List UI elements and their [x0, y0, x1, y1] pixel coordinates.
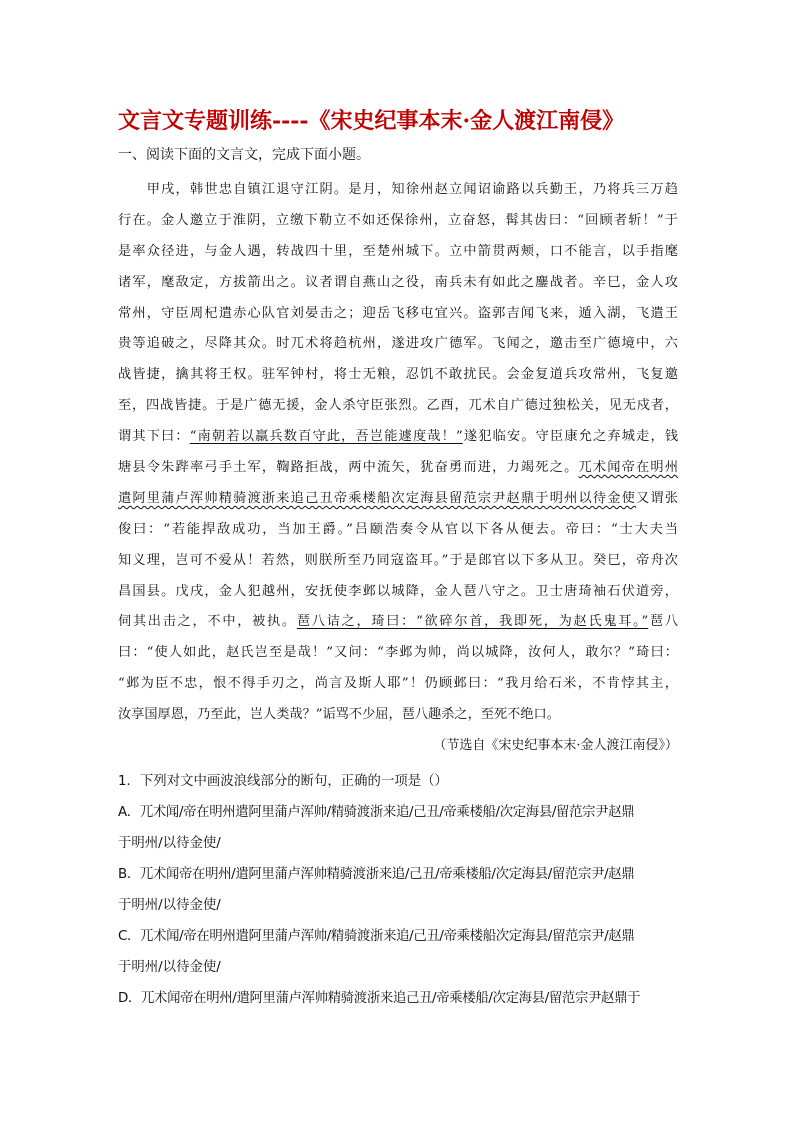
passage-text: 谓其下曰：: [118, 429, 190, 445]
passage-line: 甲戌，韩世忠自镇江退守江阴。是月，知徐州赵立闻诏谕路以兵勤王，乃将兵三万趋: [118, 182, 678, 197]
passage-line: 常州，守臣周杞遣赤心队官刘晏击之；迎岳飞移屯宜兴。盗郭吉闻飞来，遁入湖，飞遣王: [118, 305, 678, 321]
document-title: 文言文专题训练----《宋史纪事本末·金人渡江南侵》: [118, 108, 625, 134]
passage-line: 昌国县。戊戌，金人犯越州，安抚使李邺以城降，金人琶八守之。卫士唐琦袖石伏道旁，: [118, 583, 678, 599]
section-instruction: 一、阅读下面的文言文，完成下面小题。: [118, 147, 370, 163]
question-stem: 1．下列对文中画波浪线部分的断句，正确的一项是（）: [118, 774, 448, 789]
source-citation: （节选自《宋史纪事本末·金人渡江南侵》）: [433, 738, 678, 753]
passage-line: 战皆捷，擒其将王权。驻军钟村，将士无粮，忍饥不敢扰民。会金复道兵攻常州，飞复邀: [118, 367, 678, 383]
passage-line: “邺为臣不忠，恨不得手刃之，尚言及斯人耶”！仍顾邺曰：“我月给石米，不肯悖其主，: [118, 676, 678, 692]
passage-line: 曰：“使人如此，赵氏岂至是哉！”又问：“李邺为帅，尚以城降，汝何人，敢尔？”琦曰：: [118, 645, 678, 661]
passage-line: 诸军，麾敌定，方拔箭出之。议者谓自燕山之役，南兵未有如此之鏖战者。辛巳，金人攻: [118, 274, 678, 290]
passage-line: 俊曰：“若能捍敌成功，当加王爵。”吕颐浩奏令从官以下各从便去。帝曰：“士大夫当: [118, 521, 678, 537]
passage-line: 行在。金人邀立于淮阴，立缴下勒立不如还保徐州，立奋怒，髯其齿曰：“回顾者斩！”于: [118, 212, 678, 228]
passage-text: 又谓张: [636, 490, 678, 506]
passage-text: 塘县令朱跸率弓手土军，鞫路拒战，两中流矢，犹奋勇而进，力竭死之。: [118, 460, 579, 476]
passage-line: 知义理，岂可不爱从！若然，则朕所至乃同寇盗耳。”于是郎官以下多从卫。癸巳，帝舟次: [118, 552, 678, 568]
option-b: B．兀术闻帝在明州/遣阿里蒲卢浑帅精骑渡浙来追/己丑/帝乘楼船/次定海县/留范宗尹/赵鼎: [118, 867, 635, 882]
option-a: A．兀术闻/帝在明州遣阿里蒲卢浑帅/精骑渡浙来追/己丑/帝乘楼船/次定海县/留范宗尹赵鼎: [118, 805, 635, 820]
wavy-underlined-text: 遣阿里蒲卢浑帅精骑渡浙来追己丑帝乘楼船次定海县留范宗尹赵鼎于明州以待金使: [118, 490, 637, 506]
classical-passage: [118, 175, 678, 731]
passage-line: [118, 422, 678, 453]
wavy-underlined-text: 兀术闻帝在明州: [578, 460, 678, 476]
passage-text: 遂犯临安。守臣康允之弃城走，钱: [462, 429, 678, 445]
passage-line: [118, 453, 678, 484]
passage-line: 至，四战皆捷。于是广德无援，金人杀守臣张烈。乙酉，兀术自广德过独松关，见无戍者，: [118, 398, 678, 414]
underlined-sentence: “南朝若以羸兵数百守此，吾岂能遽度哉！”: [189, 429, 463, 445]
passage-line: 贵等追破之，尽降其众。时兀术将趋杭州，遂进攻广德军。飞闻之，邀击至广德境中，六: [118, 336, 678, 352]
option-a-continued: 于明州/以待金使/: [118, 836, 221, 851]
option-b-continued: 于明州/以待金使/: [118, 898, 221, 913]
question-1: [118, 766, 678, 1014]
passage-line: 是率众径进，与金人遇，转战四十里，至楚州城下。立中箭贯两颊，口不能言，以手指麾: [118, 243, 678, 259]
passage-line: [118, 607, 678, 638]
passage-line: 汝享国厚恩，乃至此，岂人类哉？”诟骂不少屈，琶八趣杀之，至死不绝口。: [118, 707, 560, 723]
passage-text: 琶八: [648, 614, 678, 630]
passage-line: [118, 484, 678, 515]
passage-text: 伺其出击之，不中，被执。: [118, 614, 297, 630]
option-d: D．兀术闻帝在明州/遣阿里蒲卢浑帅精骑渡浙来追己丑/帝乘楼船/次定海县/留范宗尹赵鼎于: [118, 991, 641, 1006]
option-c-continued: 于明州/以待金使/: [118, 960, 221, 975]
underlined-sentence: 琶八诘之，琦曰：“欲碎尔首，我即死，为赵氏鬼耳。”: [296, 614, 649, 630]
option-c: C．兀术闻/帝在明州遣阿里蒲卢浑帅/精骑渡浙来追/己丑/帝乘楼船次定海县/留范宗尹/赵鼎: [118, 929, 635, 944]
